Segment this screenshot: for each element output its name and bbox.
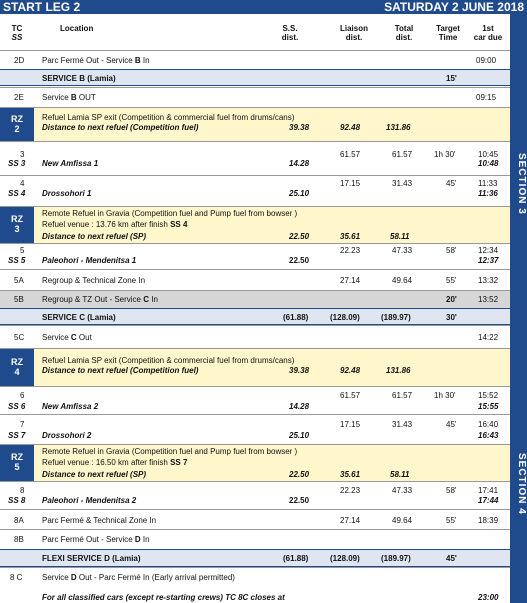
refuel-zone-5: RZ 5 Remote Refuel in Gravia (Competition fuel and Pump fuel from bowser ) Refuel venue : 16.50 km after finish SS 7 Distance to next refuel (SP) 22.50 35.61 58.11 xyxy=(0,444,510,481)
col-liaison-dist: Liaison dist. xyxy=(339,24,368,42)
service-d-row: FLEXI SERVICE D (Lamia) (61.88) (128.09) (189.97) 45' xyxy=(0,549,510,567)
refuel-zone-3: RZ 3 Remote Refuel in Gravia (Competition fuel and Pump fuel from bowser ) Refuel venue : 13.76 km after finish SS 4 Distance to next refuel (SP) 22.50 35.61 58.11 xyxy=(0,206,510,243)
service-b-row: SERVICE B (Lamia) 15' xyxy=(0,69,510,86)
rz-badge: RZ 4 xyxy=(0,349,34,387)
column-header xyxy=(0,14,510,51)
row-5b: 5B Regroup & TZ Out - Service C In 20' 13:52 xyxy=(0,290,510,308)
row-8a: 8A Parc Fermé & Technical Zone In 27.14 49.64 55' 18:39 xyxy=(0,509,510,529)
leg-date: SATURDAY 2 JUNE 2018 xyxy=(384,0,524,14)
leg-title: START LEG 2 xyxy=(3,0,81,14)
col-total-dist: Total dist. xyxy=(394,24,414,42)
row-2d: 2D Parc Fermé Out - Service B In 09:00 xyxy=(0,50,510,69)
stage-ss7-row: 7 SS 7 Drossohori 2 25.10 17.15 31.43 45' 16:40 16:43 xyxy=(0,414,510,444)
row-5c: 5C Service C Out 14:22 xyxy=(0,325,510,348)
row-5a: 5A Regroup & Technical Zone In 27.14 49.64 55' 13:32 xyxy=(0,269,510,290)
col-first-car: 1st car due xyxy=(473,24,503,42)
row-location: Parc Fermé Out - Service B In xyxy=(42,56,150,65)
stage-ss4-row: 4 SS 4 Drossohori 1 25.10 17.15 31.43 45' 11:33 11:36 xyxy=(0,175,510,206)
refuel-zone-2: RZ 2 Refuel Lamia SP exit (Competition & commercial fuel from drums/cans) Distance to next refuel (Competition fuel) 39.38 92.48 131.86 xyxy=(0,107,510,141)
stage-ss8-row: 8 SS 8 Paleohori - Mendenitsa 2 22.50 22.23 47.33 58' 17:41 17:44 xyxy=(0,481,510,509)
service-c-row: SERVICE C (Lamia) (61.88) (128.09) (189.97) 30' xyxy=(0,308,510,325)
section-sidebar xyxy=(510,14,527,603)
col-ss-dist: S.S. dist. xyxy=(281,24,299,42)
section-4-label: SECTION 4 xyxy=(516,453,527,515)
col-target-time: Target Time xyxy=(436,24,460,42)
stage-ss6-row: 6 SS 6 New Amfissa 2 14.28 61.57 61.57 1h 30' 15:52 15:55 xyxy=(0,386,510,414)
refuel-zone-4: RZ 4 Refuel Lamia SP exit (Competition & commercial fuel from drums/cans) Distance to next refuel (Competition fuel) 39.38 92.48 131.86 xyxy=(0,348,510,386)
rz-badge: RZ 2 xyxy=(0,108,34,142)
col-tc: TC SS xyxy=(11,24,23,42)
col-location: Location xyxy=(60,24,94,33)
rz-badge: RZ 3 xyxy=(0,207,34,244)
row-8b: 8B Parc Fermé Out - Service D In xyxy=(0,529,510,549)
stage-ss3-row: 3 SS 3 New Amfissa 1 14.28 61.57 61.57 1h 30' 10:45 10:48 xyxy=(0,141,510,175)
rz-badge: RZ 5 xyxy=(0,445,34,482)
stage-ss5-row: 5 SS 5 Paleohori - Mendenitsa 1 22.50 22.23 47.33 58' 12:34 12:37 xyxy=(0,243,510,269)
row-8c: 8 C Service D Out - Parc Fermé In (Early arrival permitted) For all classified cars (except re-starting crews) TC 8C closes at 23:00 xyxy=(0,567,510,603)
section-3-label: SECTION 3 xyxy=(516,153,527,215)
row-2e: 2E Service B OUT 09:15 xyxy=(0,87,510,107)
leg-header xyxy=(0,0,527,14)
